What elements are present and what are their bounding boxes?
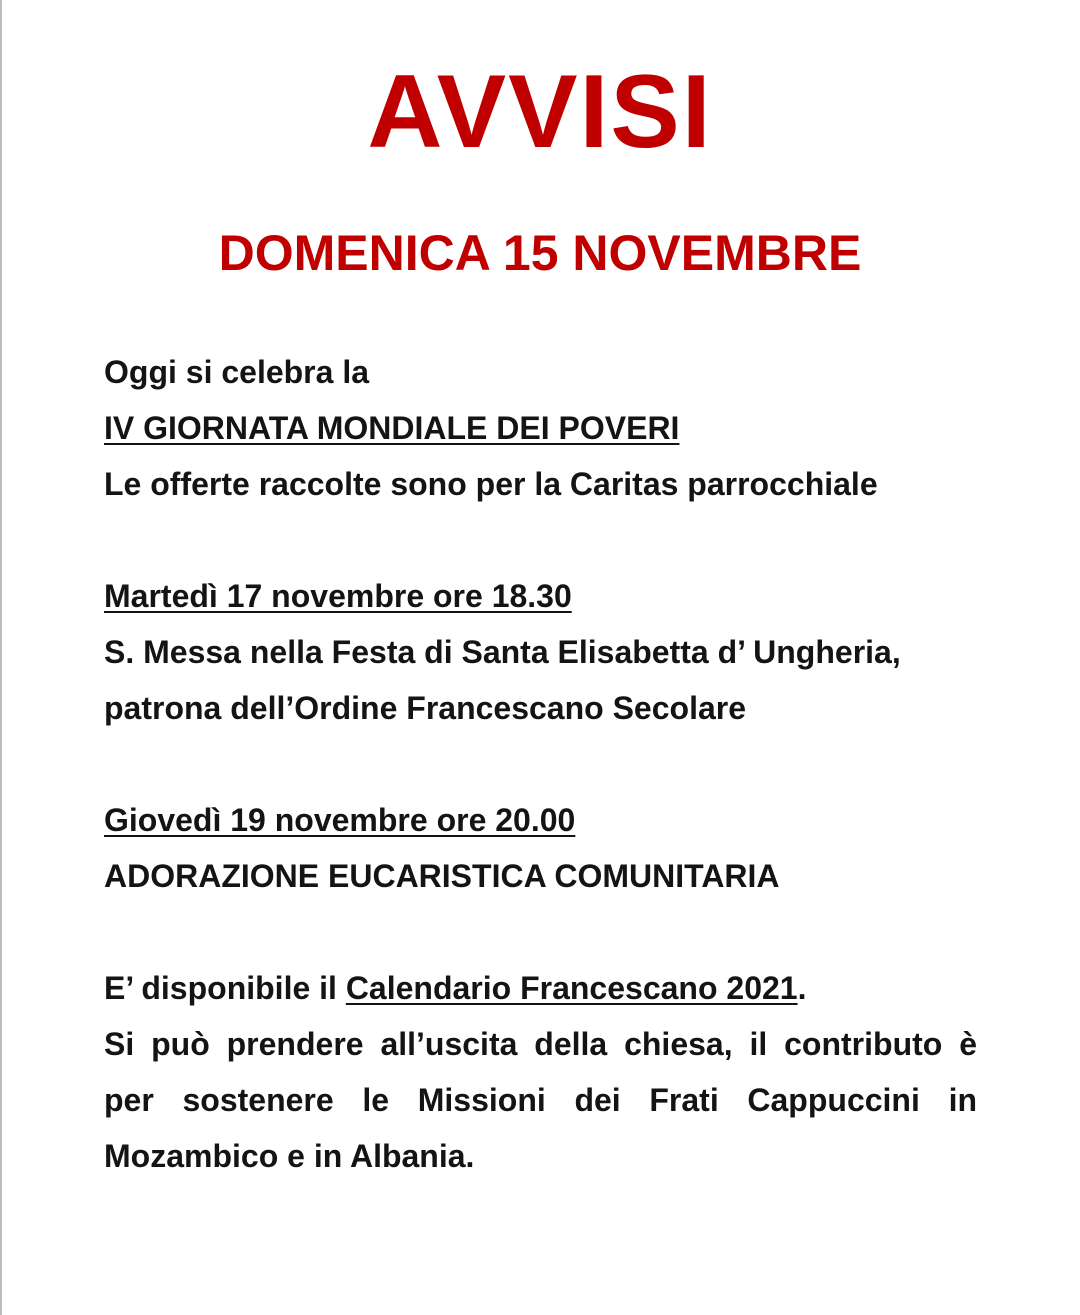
page-title: AVVISI xyxy=(367,54,713,170)
notice-3-datetime: Giovedì 19 novembre ore 20.00 xyxy=(104,802,576,838)
date-heading: DOMENICA 15 NOVEMBRE xyxy=(218,225,862,281)
notice-4-countries: Mozambico e in Albania. xyxy=(104,1138,475,1174)
notice-3-adoration: ADORAZIONE EUCARISTICA COMUNITARIA xyxy=(104,858,780,894)
notice-1-intro: Oggi si celebra la xyxy=(104,354,369,390)
notice-2-mass: S. Messa nella Festa di Santa Elisabetta d’ Ungheria, xyxy=(104,634,901,670)
notice-4-missions: per sostenere le Missioni dei Frati Cappuccini in xyxy=(104,1082,977,1118)
notice-1-event: IV GIORNATA MONDIALE DEI POVERI xyxy=(104,410,680,446)
spacer xyxy=(104,512,977,568)
notice-2-patron: patrona dell’Ordine Francescano Secolare xyxy=(104,690,746,726)
notice-1-offerings: Le offerte raccolte sono per la Caritas parrocchiale xyxy=(104,466,878,502)
notices-body xyxy=(104,344,977,1184)
notice-2-datetime: Martedì 17 novembre ore 18.30 xyxy=(104,578,572,614)
page-edge xyxy=(0,0,2,1315)
spacer xyxy=(104,904,977,960)
notice-4-availability xyxy=(104,960,977,1016)
notice-4-prefix: E’ disponibile il xyxy=(104,970,346,1006)
notice-4-suffix: . xyxy=(797,970,807,1006)
notice-4-pickup: Si può prendere all’uscita della chiesa, il contributo è xyxy=(104,1026,977,1062)
spacer xyxy=(104,736,977,792)
notice-4-calendar: Calendario Francescano 2021 xyxy=(345,970,798,1006)
